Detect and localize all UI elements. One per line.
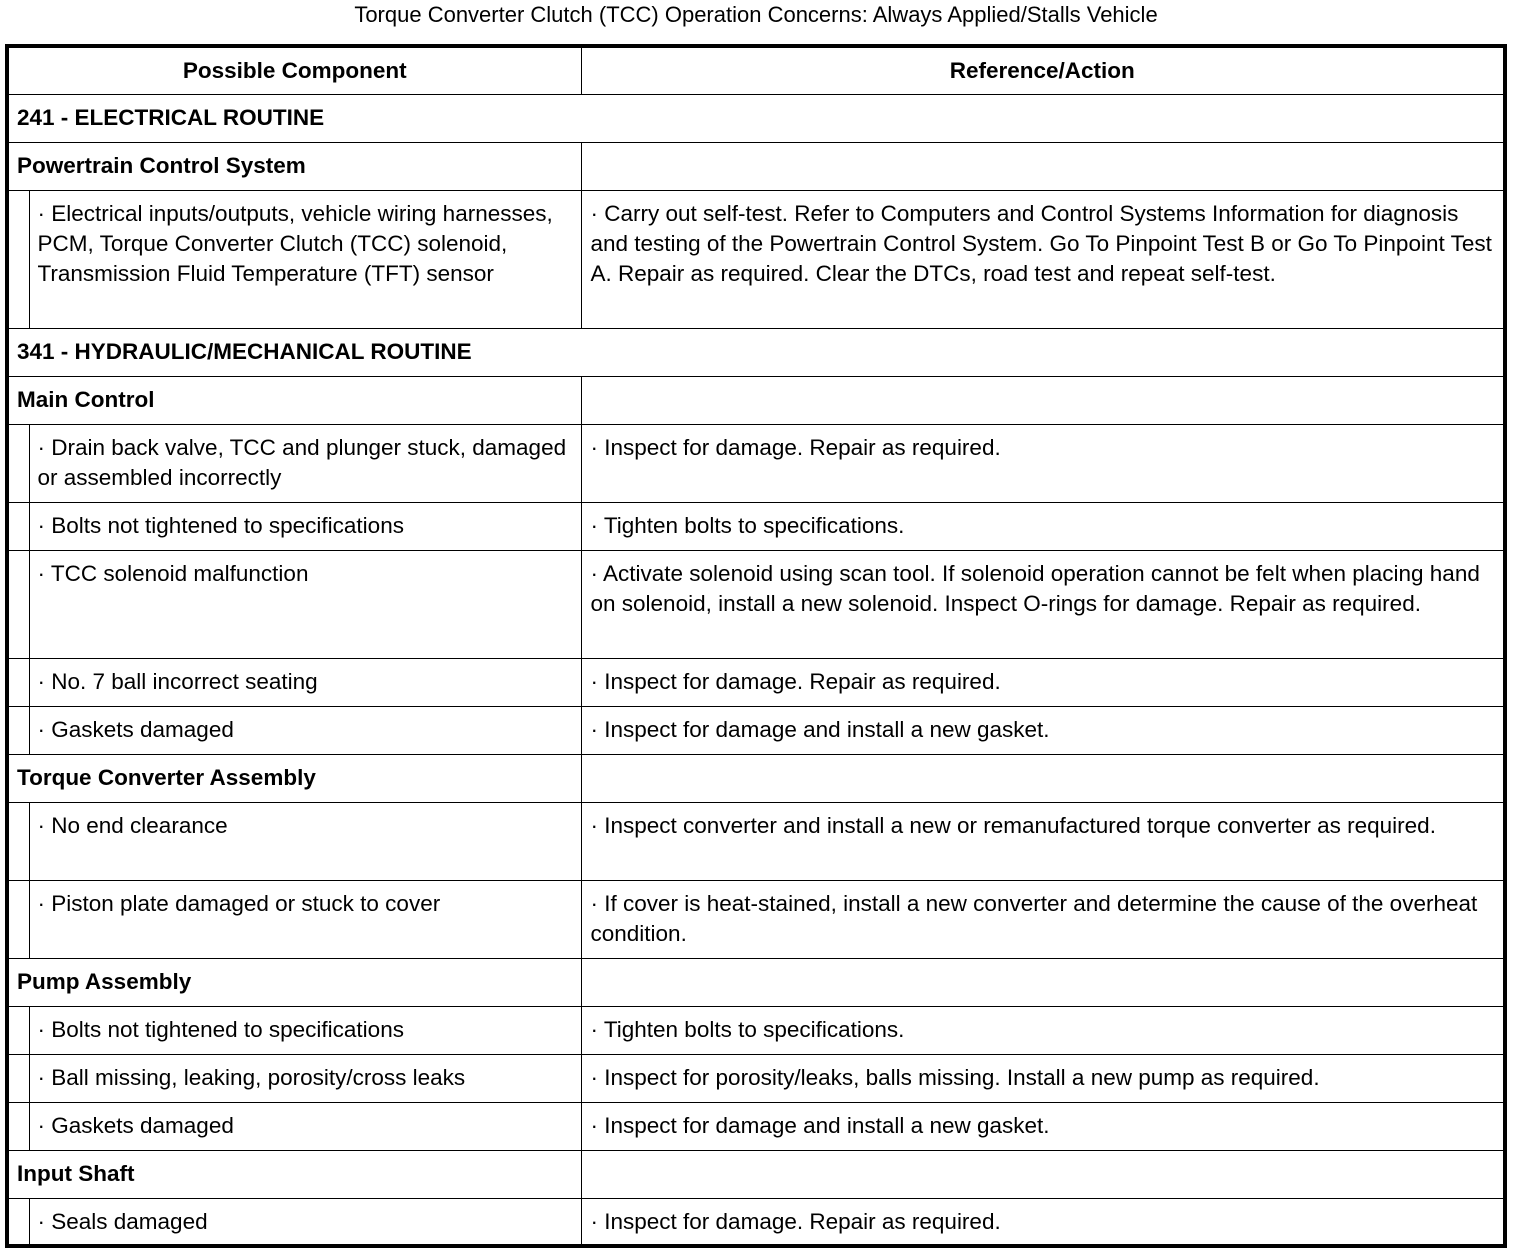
table-row — [7, 424, 1505, 502]
component-cell: · Bolts not tightened to specifications — [29, 1006, 581, 1054]
indent-cell — [7, 706, 29, 754]
component-cell: · TCC solenoid malfunction — [29, 550, 581, 658]
table-row — [7, 880, 1505, 958]
table-row — [7, 1054, 1505, 1102]
section-title: 241 - ELECTRICAL ROUTINE — [7, 94, 1505, 142]
indent-cell — [7, 190, 29, 328]
action-cell: · Activate solenoid using scan tool. If solenoid operation cannot be felt when placing hand on solenoid, install a new solenoid. Inspect O-rings for damage. Repair as required. — [581, 550, 1505, 658]
section-row — [7, 328, 1505, 376]
diagnosis-table — [5, 44, 1507, 1248]
group-title: Pump Assembly — [7, 958, 581, 1006]
header-reference-action: Reference/Action — [581, 46, 1505, 94]
component-cell: · Drain back valve, TCC and plunger stuck, damaged or assembled incorrectly — [29, 424, 581, 502]
indent-cell — [7, 802, 29, 880]
table-row — [7, 706, 1505, 754]
table-row — [7, 658, 1505, 706]
group-title: Main Control — [7, 376, 581, 424]
header-possible-component: Possible Component — [7, 46, 581, 94]
indent-cell — [7, 502, 29, 550]
group-empty-cell — [581, 958, 1505, 1006]
table-row — [7, 1006, 1505, 1054]
indent-cell — [7, 880, 29, 958]
action-cell: · Carry out self-test. Refer to Computers and Control Systems Information for diagnosis and testing of the Powertrain Control System. Go To Pinpoint Test B or Go To Pinpoint Test A. Repair as required. Clear the DTCs, road test and repeat self-test. — [581, 190, 1505, 328]
table-row — [7, 802, 1505, 880]
component-cell: · Bolts not tightened to specifications — [29, 502, 581, 550]
page-title: Torque Converter Clutch (TCC) Operation Concerns: Always Applied/Stalls Vehicle — [354, 2, 1158, 27]
component-cell: · Ball missing, leaking, porosity/cross leaks — [29, 1054, 581, 1102]
table-row — [7, 1198, 1505, 1246]
action-cell: · If cover is heat-stained, install a new converter and determine the cause of the overheat condition. — [581, 880, 1505, 958]
table-row — [7, 550, 1505, 658]
component-cell: · Seals damaged — [29, 1198, 581, 1246]
action-cell: · Inspect for damage. Repair as required. — [581, 658, 1505, 706]
component-cell: · No end clearance — [29, 802, 581, 880]
group-title: Powertrain Control System — [7, 142, 581, 190]
indent-cell — [7, 1054, 29, 1102]
indent-cell — [7, 658, 29, 706]
component-cell: · Electrical inputs/outputs, vehicle wiring harnesses, PCM, Torque Converter Clutch (TCC) solenoid, Transmission Fluid Temperature (TFT) sensor — [29, 190, 581, 328]
table-header-row — [7, 46, 1505, 94]
indent-cell — [7, 424, 29, 502]
action-cell: · Tighten bolts to specifications. — [581, 502, 1505, 550]
group-row — [7, 754, 1505, 802]
group-title: Torque Converter Assembly — [7, 754, 581, 802]
indent-cell — [7, 550, 29, 658]
group-row — [7, 958, 1505, 1006]
action-cell: · Inspect for damage. Repair as required. — [581, 1198, 1505, 1246]
indent-cell — [7, 1198, 29, 1246]
group-row — [7, 1150, 1505, 1198]
section-title: 341 - HYDRAULIC/MECHANICAL ROUTINE — [7, 328, 1505, 376]
group-empty-cell — [581, 1150, 1505, 1198]
group-title: Input Shaft — [7, 1150, 581, 1198]
section-row — [7, 94, 1505, 142]
component-cell: · No. 7 ball incorrect seating — [29, 658, 581, 706]
action-cell: · Inspect converter and install a new or remanufactured torque converter as required. — [581, 802, 1505, 880]
group-empty-cell — [581, 754, 1505, 802]
action-cell: · Inspect for porosity/leaks, balls missing. Install a new pump as required. — [581, 1054, 1505, 1102]
table-row — [7, 502, 1505, 550]
group-empty-cell — [581, 142, 1505, 190]
group-empty-cell — [581, 376, 1505, 424]
table-row — [7, 190, 1505, 328]
action-cell: · Tighten bolts to specifications. — [581, 1006, 1505, 1054]
action-cell: · Inspect for damage. Repair as required. — [581, 424, 1505, 502]
group-row — [7, 142, 1505, 190]
action-cell: · Inspect for damage and install a new gasket. — [581, 706, 1505, 754]
action-cell: · Inspect for damage and install a new gasket. — [581, 1102, 1505, 1150]
indent-cell — [7, 1102, 29, 1150]
component-cell: · Gaskets damaged — [29, 706, 581, 754]
group-row — [7, 376, 1505, 424]
component-cell: · Gaskets damaged — [29, 1102, 581, 1150]
indent-cell — [7, 1006, 29, 1054]
component-cell: · Piston plate damaged or stuck to cover — [29, 880, 581, 958]
table-row — [7, 1102, 1505, 1150]
